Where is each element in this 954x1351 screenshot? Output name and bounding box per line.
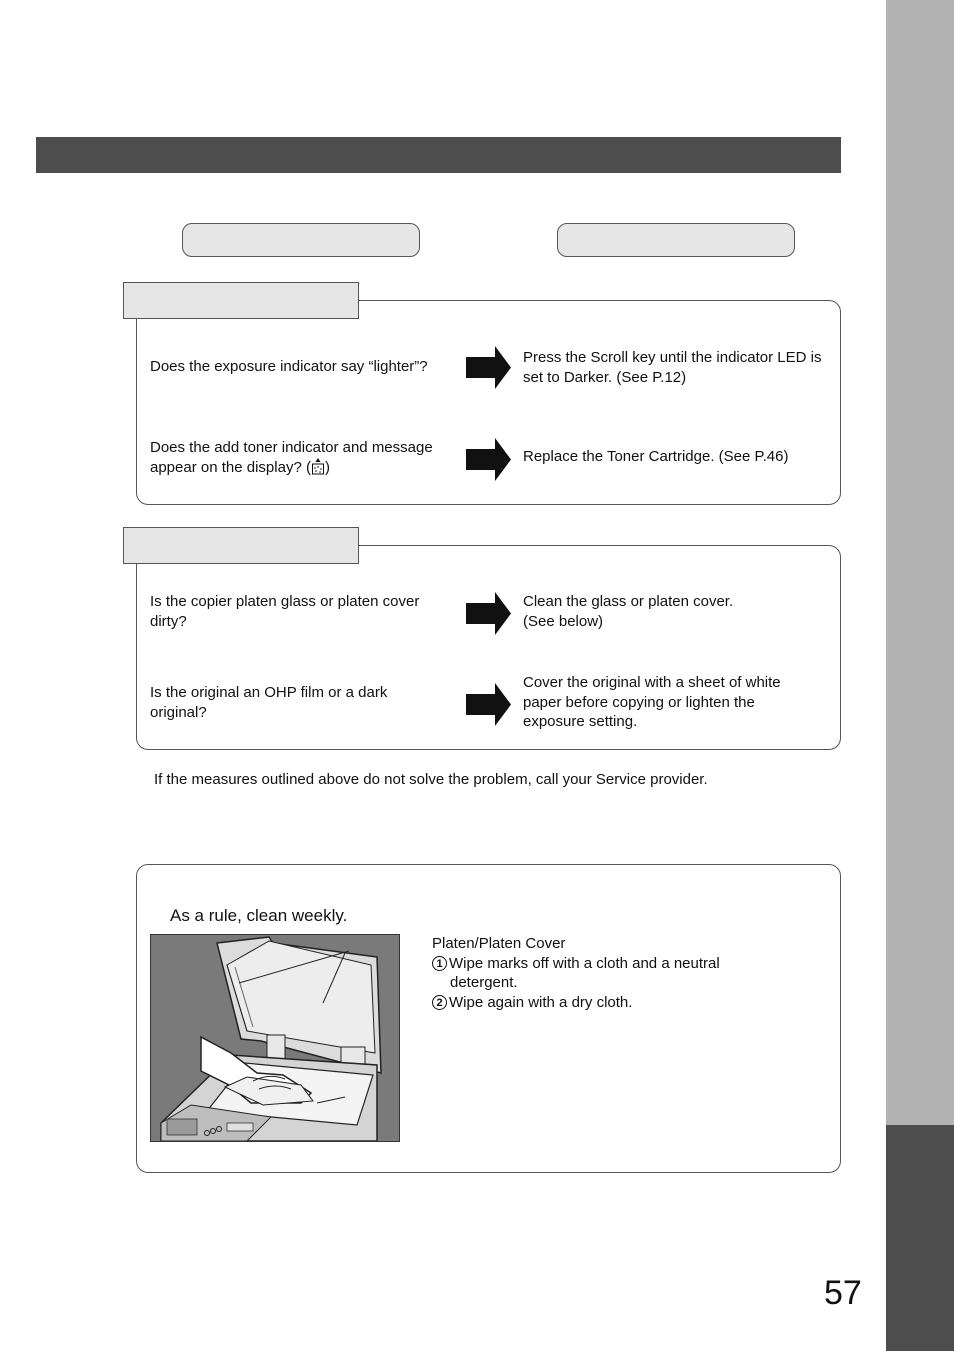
cleaning-instructions <box>432 934 832 1012</box>
step-number-2: 2 <box>432 995 447 1010</box>
panel-2-answer-2: Cover the original with a sheet of white paper before copying or lighten the exposure setting. <box>523 674 781 730</box>
right-arrow-icon <box>466 438 511 481</box>
cleaning-step-1-continued: detergent. <box>450 974 518 991</box>
service-provider-note: If the measures outlined above do not solve the problem, call your Service provider. <box>154 771 708 788</box>
section-title-bar <box>36 137 841 173</box>
column-header-cause <box>182 223 420 257</box>
cleaning-step-1 <box>432 954 832 974</box>
panel-1-question-2 <box>150 438 460 477</box>
step-number-1: 1 <box>432 956 447 971</box>
cleaning-step-1-text: Wipe marks off with a cloth and a neutral <box>449 954 720 972</box>
panel-2-answer-1 <box>523 592 828 631</box>
panel-1-question-1: Does the exposure indicator say “lighter”? <box>150 358 428 375</box>
panel-1-question-2-end: ) <box>324 458 330 476</box>
side-chapter-tab <box>886 1125 954 1351</box>
right-arrow-icon <box>466 592 511 635</box>
page-number: 57 <box>824 1274 862 1312</box>
panel-1-answer-1: Press the Scroll key until the indicator LED is set to Darker. (See P.12) <box>523 349 822 386</box>
cleaning-step-2-text: Wipe again with a dry cloth. <box>449 993 633 1011</box>
panel-2-question-1: Is the copier platen glass or platen cover dirty? <box>150 593 420 630</box>
panel-2-question-2: Is the original an OHP film or a dark original? <box>150 684 388 721</box>
panel-1-tab <box>123 282 359 319</box>
panel-1-answer-2: Replace the Toner Cartridge. (See P.46) <box>523 448 789 465</box>
right-arrow-icon <box>466 346 511 389</box>
cleaning-heading: Platen/Platen Cover <box>432 935 566 952</box>
cleaning-step-2 <box>432 993 832 1013</box>
toner-icon <box>311 458 325 475</box>
panel-1-question-2-text: Does the add toner indicator and message appear on the display? ( <box>150 439 433 476</box>
cleaning-rule: As a rule, clean weekly. <box>170 906 348 925</box>
column-header-remedy <box>557 223 795 257</box>
right-arrow-icon <box>466 683 511 726</box>
copier-cleaning-illustration <box>150 934 400 1142</box>
panel-2-tab <box>123 527 359 564</box>
panel-2-answer-1-line-1: Clean the glass or platen cover. <box>523 593 734 610</box>
side-index-tab <box>886 0 954 1125</box>
panel-2-answer-1-line-2: (See below) <box>523 612 604 630</box>
